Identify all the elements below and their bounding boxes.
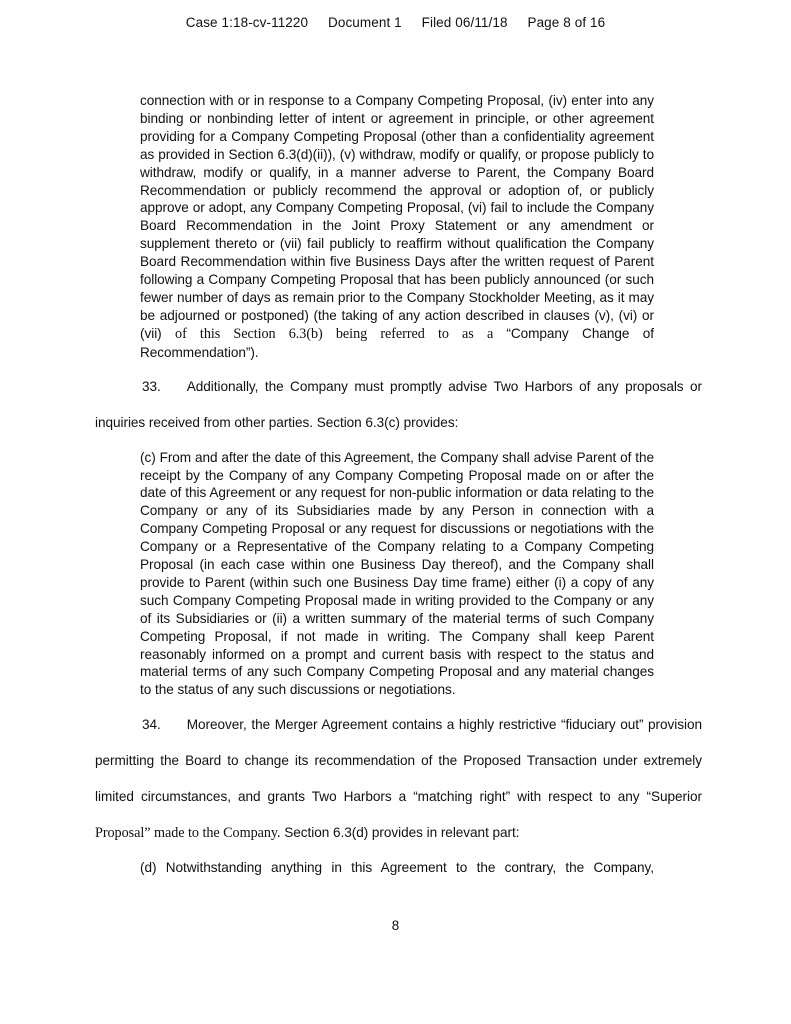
quote-b-defined-term: “Company Change of Recommendation”). [140,325,655,360]
quote-b-serif-text: of this Section 6.3(b) being referred to as a [175,325,507,342]
paragraph-33 [95,369,702,441]
paragraph-34-text-end: Section 6.3(d) provides in relevant part: [280,825,520,841]
document-number: Document 1 [327,15,402,30]
case-number: Case 1:18-cv-11220 [185,15,309,30]
filed-date: Filed 06/11/18 [421,15,508,30]
paragraph-34-text: Moreover, the Merger Agreement contains a highly restrictive “fiduciary out” provision permitting the Board to change its recommendation of the Proposed Transaction under extremely limited circumstances, and grants Two Harbors a “matching right” with respect to any “Superior [95,717,702,805]
paragraph-33-text: Additionally, the Company must promptly advise Two Harbors of any proposals or inquiries received from other parties. Section 6.3(c) provides: [95,378,702,430]
paragraph-34-number: 34. [142,717,161,733]
page-number: 8 [391,918,400,934]
quote-d-text: (d) Notwithstanding anything in this Agreement to the contrary, the Company, [140,860,654,876]
paragraph-33-number: 33. [142,378,161,394]
blockquote-section-6-3-d [140,859,654,877]
page-of: Page 8 of 16 [527,15,606,30]
paragraph-34-serif-text: Proposal” made to the Company. [95,825,281,842]
case-header [0,0,791,30]
blockquote-section-6-3-c [140,449,654,700]
blockquote-section-6-3-b [140,92,654,362]
quote-c-text: (c) From and after the date of this Agreement, the Company shall advise Parent of the receipt by the Company of any Company Competing Proposal made on or after the date of this Agreement or any request for non-public information or data relating to the Company or any of its Subsidiaries made by any Person in connection with a Company Competing Proposal or any request for discussions or negotiations with the Company or a Representative of the Company relating to a Company Competing Proposal (in each case within one Business Day thereof), and the Company shall provide to Parent (within such one Business Day time frame) either (i) a copy of any such Company Competing Proposal made in writing provided to the Company or any of its Subsidiaries or (ii) a written summary of the material terms of such Company Competing Proposal, if not made in writing. The Company shall keep Parent reasonably informed on a prompt and current basis with respect to the status and material terms of any such Company Competing Proposal and any material changes to the status of any such discussions or negotiations. [140,449,654,698]
quote-b-text: connection with or in response to a Company Competing Proposal, (iv) enter into any binding or nonbinding letter of intent or agreement in principle, or other agreement providing for a Company Competing Proposal (other than a confidentiality agreement as provided in Section 6.3(d)(ii)), (v) withdraw, modify or qualify, or propose publicly to withdraw, modify or qualify, in a manner adverse to Parent, the Company Board Recommendation or publicly recommend the approval or adoption of, or publicly approve or adopt, any Company Competing Proposal, (vi) fail to include the Company Board Recommendation in the Joint Proxy Statement or any amendment or supplement thereto or (vii) fail publicly to reaffirm without qualification the Company Board Recommendation within five Business Days after the written request of Parent following a Company Competing Proposal that has been publicly announced (or such fewer number of days as remain prior to the Company Stockholder Meeting, as it may be adjourned or postponed) (the taking of any action described in clauses (v), (vi) or (vii) [140,93,654,341]
paragraph-34 [95,707,702,851]
